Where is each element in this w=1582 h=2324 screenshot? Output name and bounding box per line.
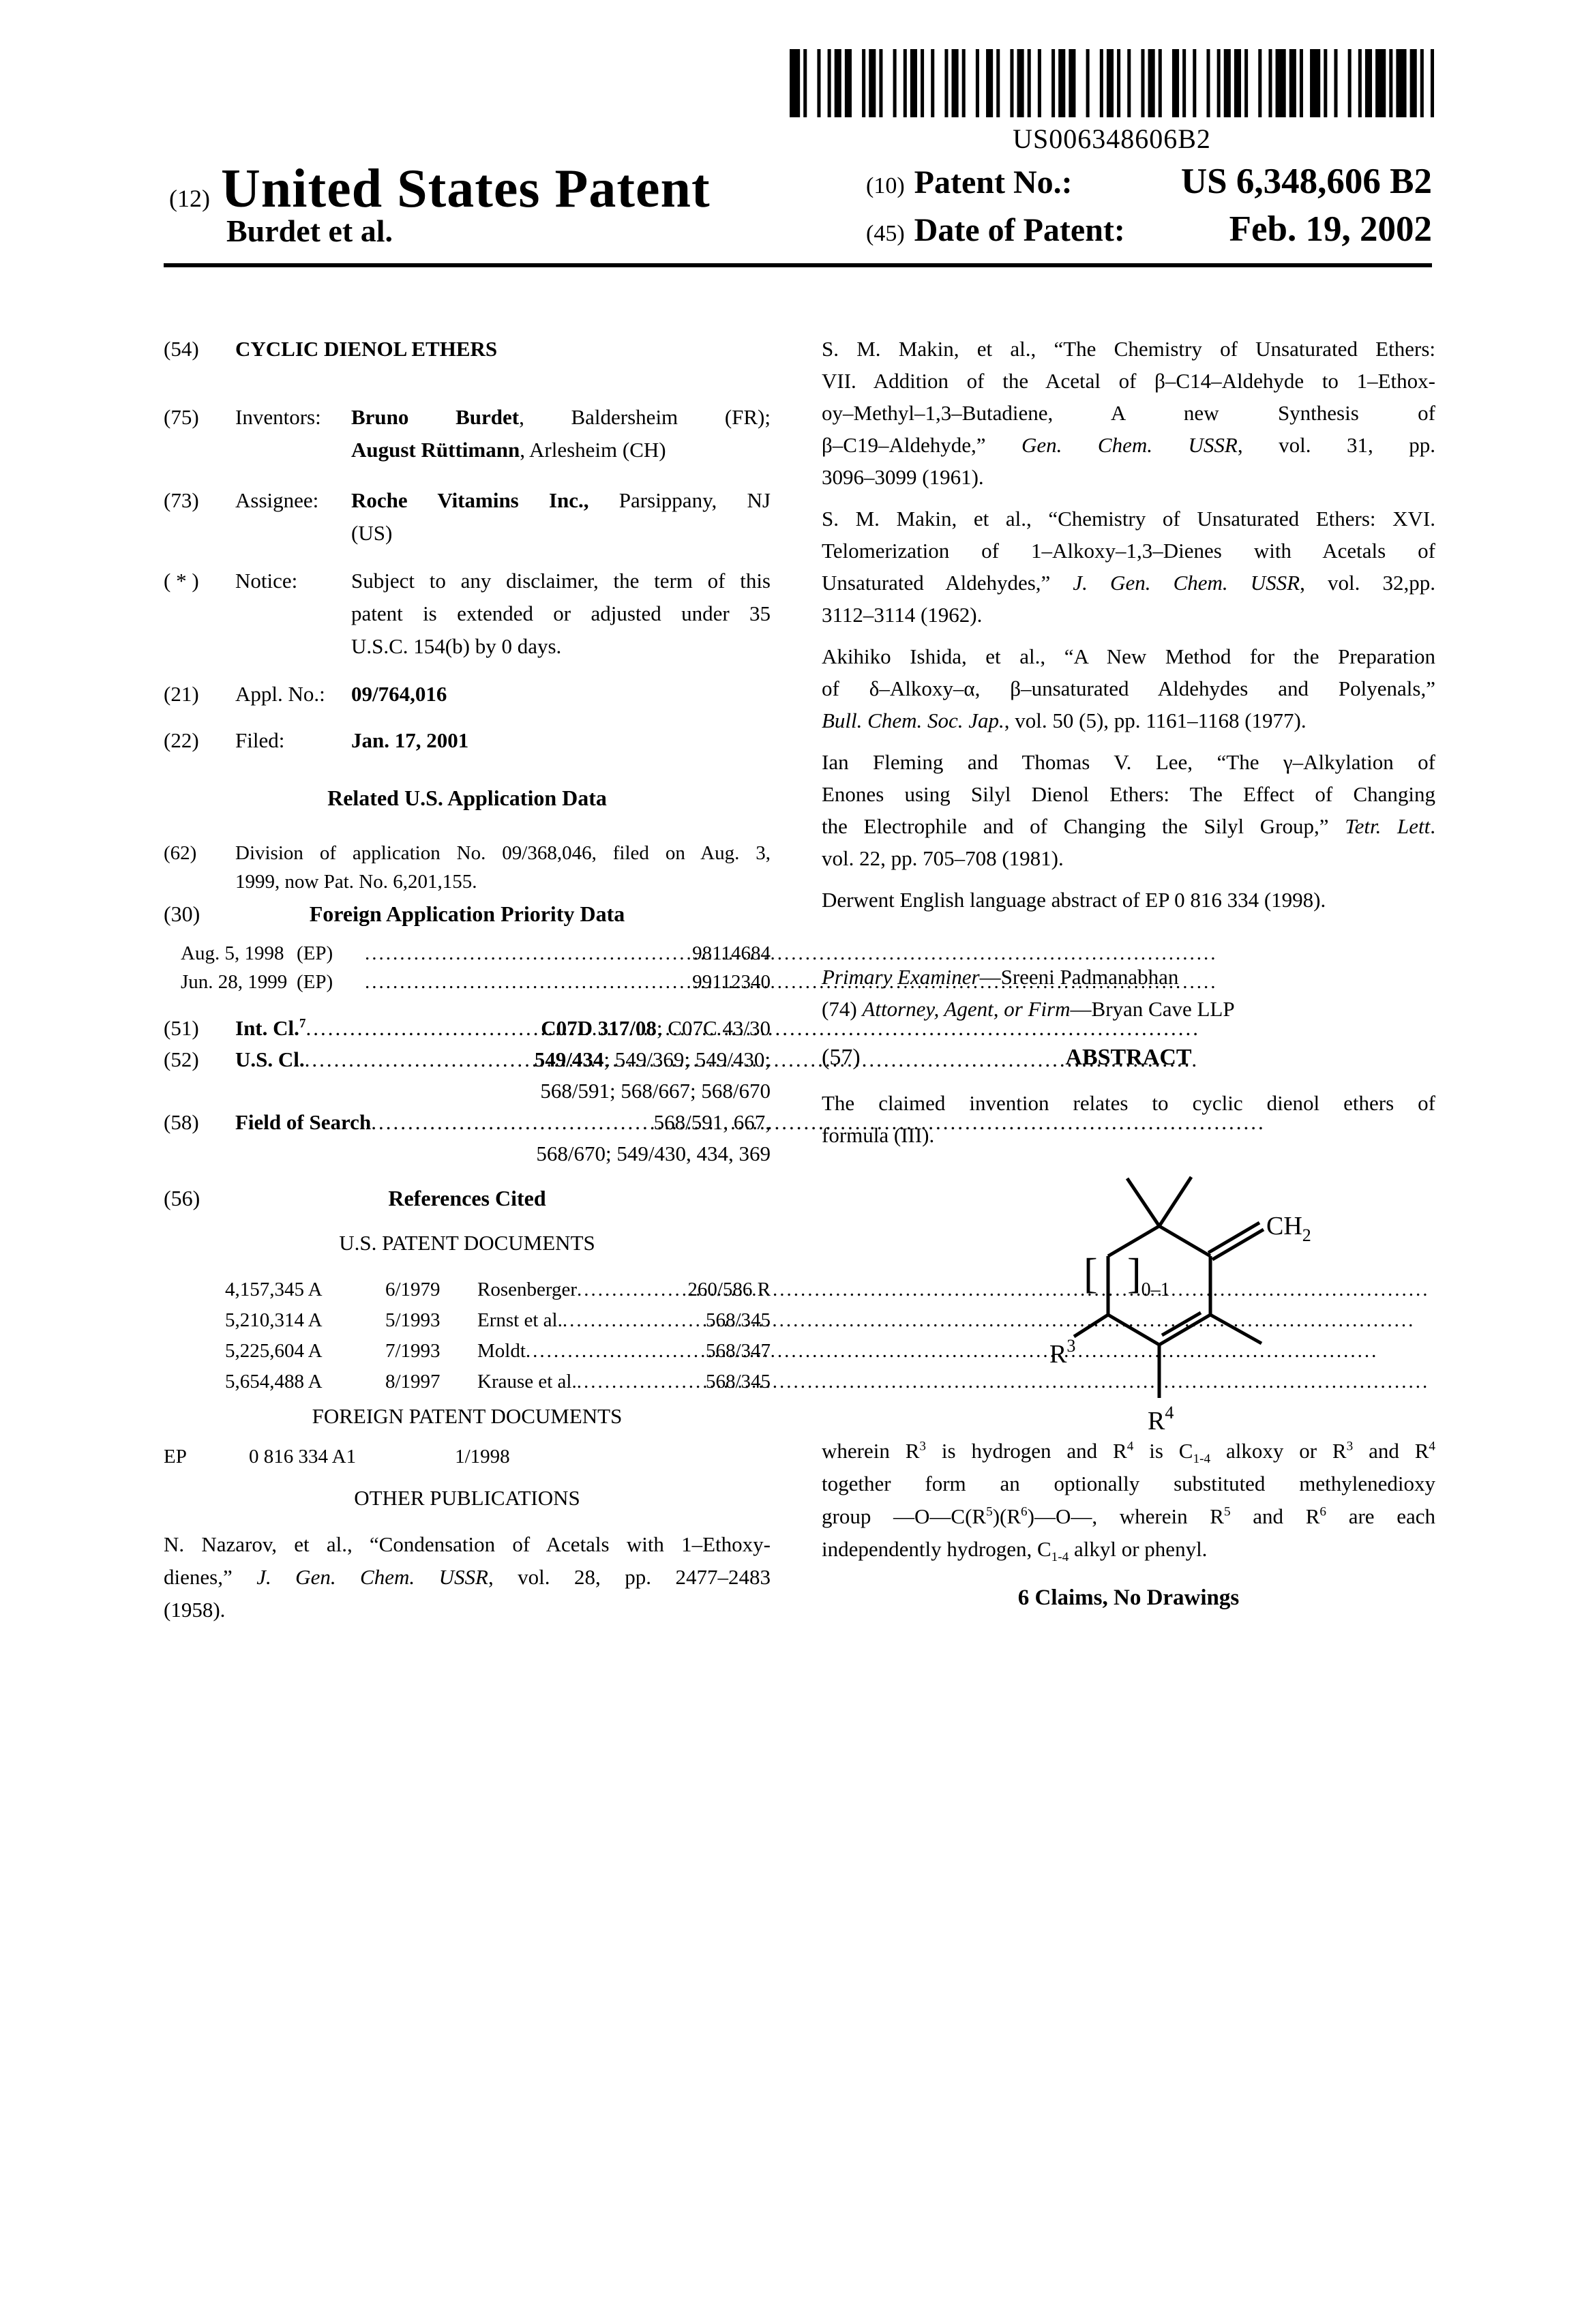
doc-date: 5/1993 bbox=[385, 1309, 441, 1331]
dot-leader bbox=[563, 1305, 706, 1336]
field-number: (73) bbox=[164, 488, 199, 512]
r3-label: $R^3$ bbox=[1049, 1336, 1076, 1369]
us-patent-documents-heading: U.S. PATENT DOCUMENTS bbox=[339, 1231, 595, 1255]
dot-leader bbox=[365, 968, 692, 996]
appl-no-value: 09/764,016 bbox=[351, 682, 447, 706]
int-cl-label: Int. Cl. bbox=[235, 1016, 299, 1040]
doc-date: 8/1997 bbox=[385, 1371, 441, 1392]
publication-paragraph: S. M. Makin, et al., “The Chemistry of Unsaturated Ethers: VII. Addition of the Acetal of β–C14–Aldehyde to 1–Ethox- oy–Methyl–1,3–Butadiene, A new Synthesis of β–C19–Aldehyde,” Gen. Chem. USSR, vol. 31, pp. 3096–3099 (1961). bbox=[822, 337, 1435, 489]
priority-date: Aug. 5, 1998 bbox=[181, 942, 284, 964]
field-51-int-cl bbox=[164, 1013, 771, 1044]
claims-summary-line: 6 Claims, No Drawings bbox=[1017, 1585, 1240, 1610]
publication-paragraph: Akihiko Ishida, et al., “A New Method for the Preparation of δ–Alkoxy–α, β–unsaturated Aldehydes and Polyenals,” Bull. Chem. Soc. Jap., vol. 50 (5), pp. 1161–1168 (1977). bbox=[822, 644, 1435, 732]
field-number: (22) bbox=[164, 728, 199, 752]
priority-date: Jun. 28, 1999 bbox=[181, 971, 288, 993]
abstract-text: The claimed invention relates to cyclic dienol ethers of formula (III). bbox=[822, 1091, 1435, 1147]
field-number: (58) bbox=[164, 1110, 199, 1134]
patent-no-field-code: (10) bbox=[866, 173, 905, 198]
doc-number: 5,225,604 A bbox=[225, 1340, 323, 1362]
doc-name: Rosenberger bbox=[477, 1279, 578, 1300]
patent-no-value: US 6,348,606 B2 bbox=[1180, 162, 1432, 201]
page-title: United States Patent bbox=[220, 159, 711, 219]
foreign-patent-documents-heading: FOREIGN PATENT DOCUMENTS bbox=[312, 1404, 623, 1428]
priority-number: 99112340 bbox=[692, 971, 771, 993]
foreign-doc-date: 1/1998 bbox=[455, 1446, 510, 1468]
abstract-heading: ABSTRACT bbox=[1065, 1045, 1192, 1070]
field-number: (56) bbox=[164, 1186, 200, 1210]
header-divider bbox=[164, 263, 1432, 267]
dot-leader bbox=[365, 939, 692, 968]
field-22-filed bbox=[164, 724, 771, 757]
doc-class: 568/345 bbox=[705, 1371, 771, 1392]
date-label: Date of Patent: bbox=[914, 212, 1125, 248]
field-of-search-line2: 568/670; 549/430, 434, 369 bbox=[536, 1142, 771, 1165]
table-row bbox=[164, 1336, 771, 1367]
field-30-foreign-priority bbox=[164, 897, 771, 930]
barcode-bars bbox=[790, 49, 1434, 117]
right-column bbox=[822, 333, 1435, 1614]
us-cl-secondary: ; 549/369; 549/430; bbox=[603, 1047, 771, 1071]
priority-country: (EP) bbox=[297, 942, 333, 964]
field-number: (57) bbox=[822, 1045, 861, 1070]
doc-class: 260/586 R bbox=[687, 1279, 771, 1300]
filed-label: Filed: bbox=[235, 728, 285, 752]
doc-number: 4,157,345 A bbox=[225, 1279, 323, 1300]
int-cl-superscript: 7 bbox=[299, 1016, 306, 1031]
inventor-short-name: Burdet et al. bbox=[226, 213, 393, 248]
dot-leader bbox=[577, 1367, 706, 1397]
assignee-label: Assignee: bbox=[235, 488, 319, 512]
field-number: ( * ) bbox=[164, 569, 199, 593]
field-number: (54) bbox=[164, 337, 199, 361]
patent-no-label: Patent No.: bbox=[914, 164, 1073, 200]
doc-name: Moldt bbox=[477, 1340, 526, 1362]
appl-no-label: Appl. No.: bbox=[235, 682, 325, 706]
other-publications-heading: OTHER PUBLICATIONS bbox=[354, 1486, 580, 1510]
field-of-search-label: Field of Search bbox=[235, 1110, 372, 1134]
barcode-label: US006348606B2 bbox=[1013, 123, 1211, 154]
patent-number-row bbox=[866, 161, 1432, 202]
bracket-close: ]0–1 bbox=[1127, 1251, 1170, 1300]
attorney-line: (74) Attorney, Agent, or Firm—Bryan Cave LLP bbox=[822, 997, 1235, 1021]
priority-row bbox=[164, 968, 771, 996]
foreign-doc-country: EP bbox=[164, 1446, 187, 1468]
doc-class: 568/347 bbox=[705, 1340, 771, 1362]
field-number: (30) bbox=[164, 902, 200, 926]
field-57-abstract bbox=[822, 1041, 1435, 1073]
ch2-label: $CH_2$ bbox=[1266, 1212, 1311, 1245]
publication-paragraph: Ian Fleming and Thomas V. Lee, “The γ–Alkylation of Enones using Silyl Dienol Ethers: The Effect of Changing the Electrophile and of Changing the Silyl Group,” Tetr. Lett. vol. 22, pp. 705–708 (1981). bbox=[822, 750, 1435, 870]
chemical-structure-diagram bbox=[1047, 1158, 1311, 1435]
dot-leader bbox=[526, 1336, 706, 1367]
division-text: Division of application No. 09/368,046, filed on Aug. 3, 1999, now Pat. No. 6,201,155. bbox=[235, 842, 771, 893]
us-cl-label: U.S. Cl. bbox=[235, 1047, 305, 1071]
field-notice bbox=[164, 565, 771, 663]
table-row bbox=[164, 1367, 771, 1397]
publication-paragraph: N. Nazarov, et al., “Condensation of Acetals with 1–Ethoxy- dienes,” J. Gen. Chem. USSR, vol. 28, pp. 2477–2483 (1958). bbox=[164, 1532, 771, 1622]
dot-leader bbox=[306, 1013, 541, 1044]
us-patent-documents-table bbox=[164, 1275, 771, 1397]
field-number: (51) bbox=[164, 1016, 199, 1040]
field-56-references bbox=[164, 1182, 771, 1215]
references-cited-heading: References Cited bbox=[388, 1186, 546, 1210]
filed-value: Jan. 17, 2001 bbox=[351, 728, 469, 752]
related-data-heading: Related U.S. Application Data bbox=[327, 786, 607, 810]
field-54-title bbox=[164, 333, 771, 366]
field-number: (75) bbox=[164, 405, 199, 429]
field-52-us-cl bbox=[164, 1044, 771, 1107]
field-number: (21) bbox=[164, 682, 199, 706]
field-75-inventors bbox=[164, 401, 771, 466]
priority-number: 98114684 bbox=[692, 942, 771, 964]
int-cl-secondary: ; C07C 43/30 bbox=[656, 1016, 771, 1040]
publication-paragraph: S. M. Makin, et al., “Chemistry of Unsaturated Ethers: XVI. Telomerization of 1–Alkoxy–1,3–Dienes with Acetals of Unsaturated Aldehydes,” J. Gen. Chem. USSR, vol. 32,pp. 3112–3114 (1962). bbox=[822, 507, 1435, 627]
barcode-image bbox=[790, 49, 1434, 121]
field-of-search-value: 568/591, 667, bbox=[653, 1110, 771, 1134]
field-21-appl-no bbox=[164, 678, 771, 711]
field-73-assignee bbox=[164, 484, 771, 550]
document-title-row bbox=[169, 158, 711, 220]
table-row bbox=[164, 1305, 771, 1336]
left-column bbox=[164, 333, 771, 1626]
notice-text: Subject to any disclaimer, the term of this patent is extended or adjusted under 35 U.S.C. 154(b) by 0 days. bbox=[351, 569, 771, 658]
r4-label: $R^4$ bbox=[1148, 1403, 1174, 1435]
primary-examiner-line: Primary Examiner—Sreeni Padmanabhan bbox=[822, 965, 1179, 989]
invention-title: CYCLIC DIENOL ETHERS bbox=[235, 337, 498, 361]
table-row bbox=[164, 1275, 771, 1305]
kind-code-number: (12) bbox=[169, 185, 210, 212]
date-value: Feb. 19, 2002 bbox=[1229, 209, 1432, 249]
inventors-value: Bruno Burdet, Baldersheim (FR); August Rüttimann, Arlesheim (CH) bbox=[351, 405, 771, 462]
assignee-value: Roche Vitamins Inc., Parsippany, NJ (US) bbox=[351, 488, 771, 545]
dot-leader bbox=[305, 1044, 535, 1075]
field-number: (62) bbox=[164, 842, 197, 864]
priority-rows bbox=[164, 939, 771, 996]
field-58-field-of-search bbox=[164, 1107, 771, 1170]
us-cl-primary: 549/434 bbox=[534, 1047, 604, 1071]
foreign-doc-number: 0 816 334 A1 bbox=[249, 1446, 357, 1468]
date-field-code: (45) bbox=[866, 221, 905, 246]
priority-row bbox=[164, 939, 771, 968]
doc-date: 7/1993 bbox=[385, 1340, 441, 1362]
doc-number: 5,210,314 A bbox=[225, 1309, 323, 1331]
dot-leader bbox=[371, 1107, 653, 1138]
foreign-doc-row bbox=[164, 1442, 771, 1471]
dot-leader bbox=[577, 1275, 687, 1305]
priority-country: (EP) bbox=[297, 971, 333, 993]
doc-date: 6/1979 bbox=[385, 1279, 441, 1300]
patent-date-row bbox=[866, 209, 1432, 250]
abstract-wherein-text: wherein $R^3$ is hydrogen and $R^4$ is $C_{1-4}$ alkoxy or $R^3$ and $R^4$ together form an optionally substituted methylenedioxy group $—O—C(R^5)(R^6)—O—$, wherein $R^5$ and $R^6$ are each independently hydrogen, $C_{1-4}$ alkyl or phenyl. bbox=[822, 1439, 1436, 1565]
us-cl-line2: 568/591; 568/667; 568/670 bbox=[540, 1079, 771, 1103]
publication-paragraph: Derwent English language abstract of EP 0 816 334 (1998). bbox=[822, 888, 1326, 912]
field-62-division bbox=[164, 839, 771, 896]
notice-label: Notice: bbox=[235, 569, 298, 593]
field-number: (52) bbox=[164, 1047, 199, 1071]
doc-name: Krause et al. bbox=[477, 1371, 577, 1392]
int-cl-primary: C07D 317/08 bbox=[541, 1016, 657, 1040]
doc-number: 5,654,488 A bbox=[225, 1371, 323, 1392]
foreign-priority-heading: Foreign Application Priority Data bbox=[309, 902, 625, 926]
inventors-label: Inventors: bbox=[235, 405, 321, 429]
bracket-open: [ bbox=[1084, 1251, 1098, 1297]
doc-name: Ernst et al. bbox=[477, 1309, 563, 1331]
doc-class: 568/345 bbox=[705, 1309, 771, 1331]
